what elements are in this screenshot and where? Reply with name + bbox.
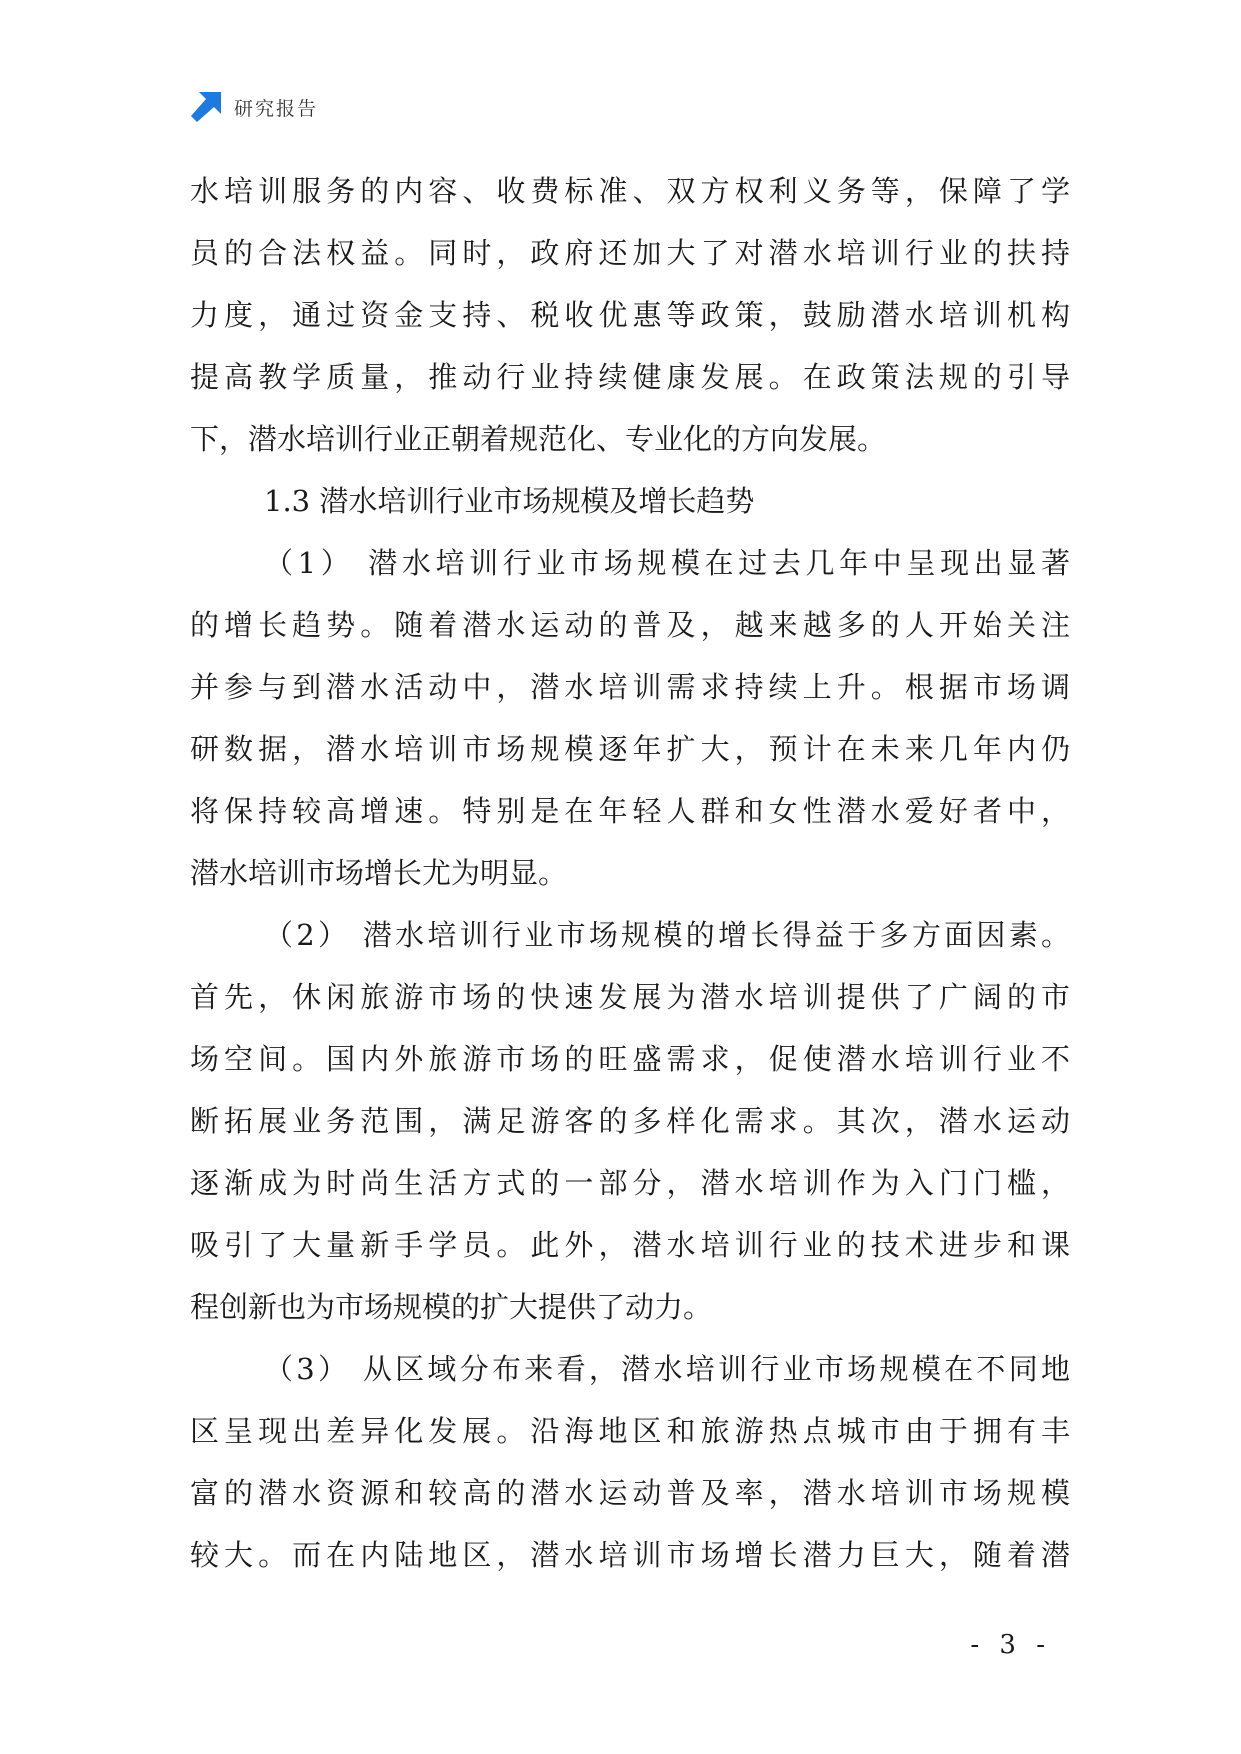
arrow-up-right-logo-icon <box>190 91 222 123</box>
text-line: 场空间。国内外旅游市场的旺盛需求，促使潜水培训行业不 <box>190 1042 1070 1076</box>
text-line: 提高教学质量，推动行业持续健康发展。在政策法规的引导 <box>190 360 1070 394</box>
text-line: 潜水培训市场增长尤为明显。 <box>190 856 568 890</box>
text-line: 区呈现出差异化发展。沿海地区和旅游热点城市由于拥有丰 <box>190 1414 1070 1448</box>
text-line: 富的潜水资源和较高的潜水运动普及率，潜水培训市场规模 <box>190 1476 1070 1510</box>
section-heading: 1.3 潜水培训行业市场规模及增长趋势 <box>264 484 755 518</box>
page-header <box>190 90 318 124</box>
document-body <box>190 160 1070 1586</box>
text-line: 员的合法权益。同时，政府还加大了对潜水培训行业的扶持 <box>190 236 1070 270</box>
text-line: 吸引了大量新手学员。此外，潜水培训行业的技术进步和课 <box>190 1228 1070 1262</box>
header-title: 研究报告 <box>234 97 319 120</box>
text-line: 的增长趋势。随着潜水运动的普及，越来越多的人开始关注 <box>190 608 1070 642</box>
text-line: 水培训服务的内容、收费标准、双方权利义务等，保障了学 <box>190 174 1070 208</box>
text-line: 较大。而在内陆地区，潜水培训市场增长潜力巨大，随着潜 <box>190 1538 1070 1572</box>
text-line: 并参与到潜水活动中，潜水培训需求持续上升。根据市场调 <box>190 670 1070 704</box>
text-line: 断拓展业务范围，满足游客的多样化需求。其次，潜水运动 <box>190 1104 1070 1138</box>
text-line: 将保持较高增速。特别是在年轻人群和女性潜水爱好者中， <box>190 794 1070 828</box>
text-line: 程创新也为市场规模的扩大提供了动力。 <box>190 1290 713 1324</box>
text-line: 首先，休闲旅游市场的快速发展为潜水培训提供了广阔的市 <box>190 980 1070 1014</box>
text-line: 下，潜水培训行业正朝着规范化、专业化的方向发展。 <box>190 422 887 456</box>
text-line: 研数据，潜水培训市场规模逐年扩大，预计在未来几年内仍 <box>190 732 1070 766</box>
text-line: 逐渐成为时尚生活方式的一部分，潜水培训作为入门门槛， <box>190 1166 1070 1200</box>
paragraph-start-line: （1） 潜水培训行业市场规模在过去几年中呈现出显著 <box>264 546 1070 580</box>
paragraph-start-line: （3） 从区域分布来看，潜水培训行业市场规模在不同地 <box>264 1352 1070 1386</box>
paragraph-start-line: （2） 潜水培训行业市场规模的增长得益于多方面因素。 <box>264 918 1070 952</box>
text-line: 力度，通过资金支持、税收优惠等政策，鼓励潜水培训机构 <box>190 298 1070 332</box>
page-number: - 3 - <box>970 1630 1051 1660</box>
